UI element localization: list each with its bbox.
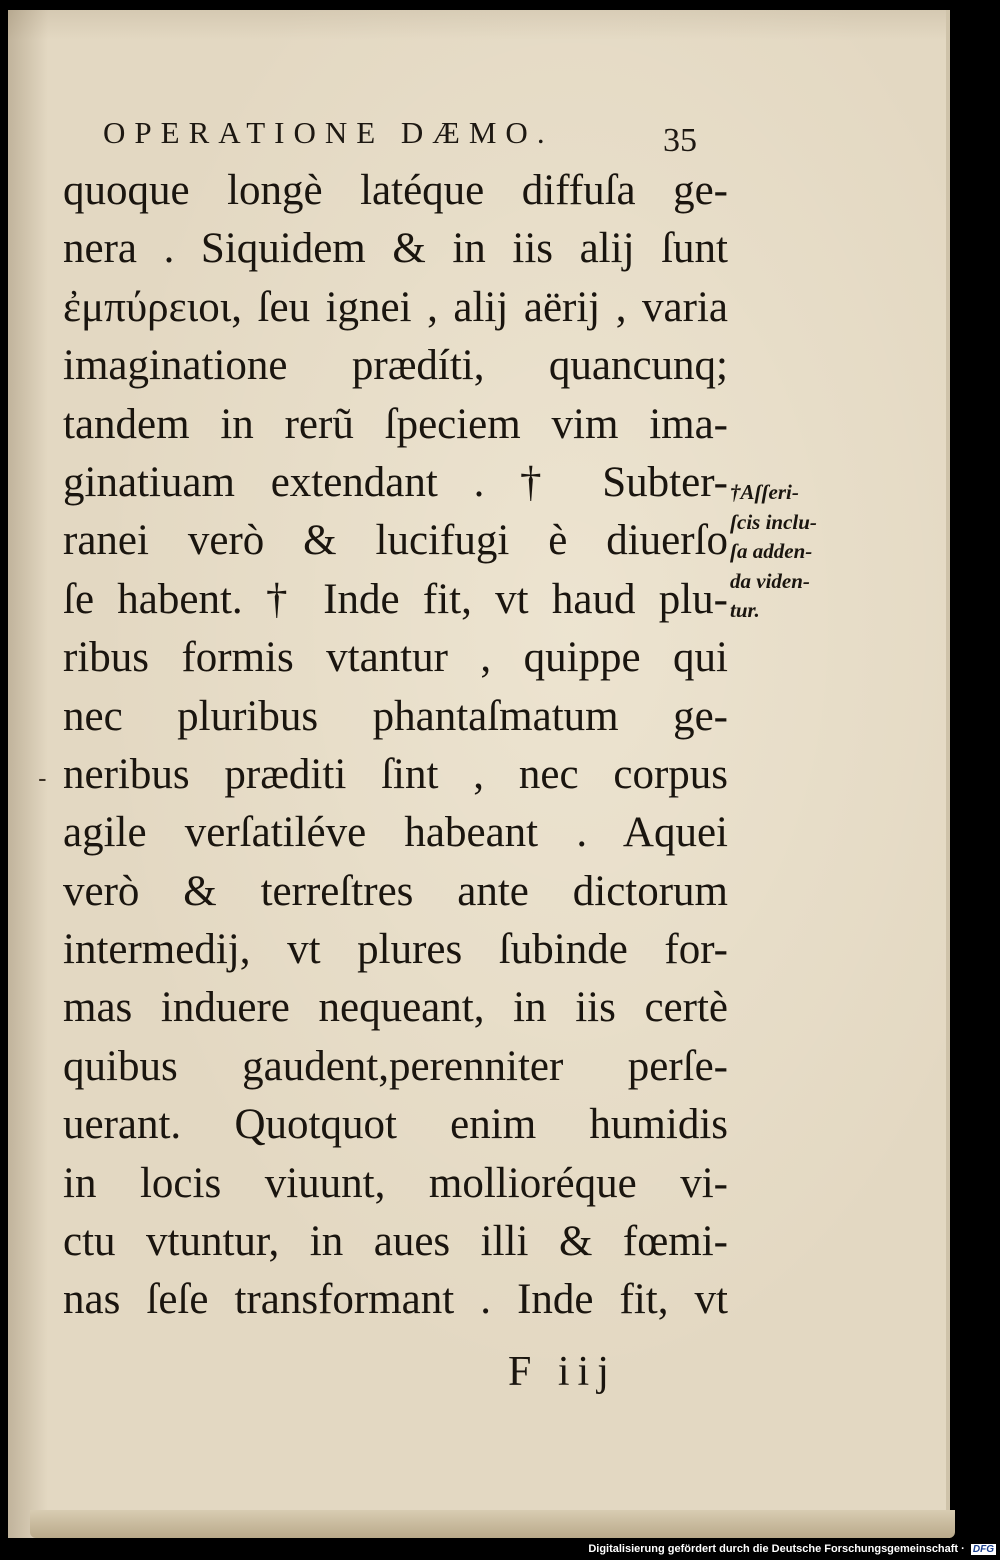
book-page (8, 10, 950, 1538)
text-line: neribus præditi ſint , nec corpus (63, 750, 728, 798)
main-text-block (63, 162, 728, 1330)
text-line: tandem in rerũ ſpeciem vim ima- (63, 400, 728, 448)
credit-text: Digitalisierung gefördert durch die Deutsche Forschungsgemeinschaft · (588, 1543, 965, 1555)
text-line: mas induere nequeant, in iis certè (63, 984, 728, 1032)
text-line: imaginatione prædíti, quancunq; (63, 342, 728, 390)
text-line: intermedij, vt plures ſubinde for- (63, 926, 728, 974)
text-line: ranei verò & lucifugi è diuerſo (63, 517, 728, 565)
marginal-note-line: da viden- (730, 568, 810, 593)
text-line: ctu vtuntur, in aues illi & fœmi- (63, 1218, 728, 1266)
text-line: verò & terreſtres ante dictorum (63, 867, 728, 915)
text-line: ſe habent. † Inde fit, vt haud plu- (63, 575, 728, 623)
page-number: 35 (663, 122, 697, 159)
text-line: agile verſatiléve habeant . Aquei (63, 809, 728, 857)
text-line: uerant. Quotquot enim humidis (63, 1101, 728, 1149)
marginal-note-line: ſcis inclu- (730, 509, 817, 534)
text-line: nera . Siquidem & in iis alij ſunt (63, 225, 728, 273)
page-edge (30, 1510, 955, 1538)
text-line: nas ſeſe transformant . Inde fit, vt (63, 1276, 728, 1324)
text-line: ginatiuam extendant . † Subter- (63, 458, 728, 506)
marginal-note (730, 478, 870, 626)
signature-mark: F iij (508, 1349, 617, 1395)
text-line: quibus gaudent,perenniter perſe- (63, 1042, 728, 1090)
margin-mark: - (38, 763, 47, 793)
text-line: in locis viuunt, mollioréque vi- (63, 1159, 728, 1207)
dfg-logo: DFG (972, 1543, 994, 1555)
marginal-note-line: tur. (730, 598, 760, 622)
text-line: ἐμπύρειοι, ſeu ignei , alij aërij , varia (63, 283, 728, 331)
text-line: nec pluribus phantaſmatum ge- (63, 692, 728, 740)
marginal-note-line: †Aſſeri- (730, 480, 799, 504)
running-head: OPERATIONE DÆMO. (103, 115, 554, 150)
text-line: quoque longè latéque diffuſa ge- (63, 167, 728, 214)
digitization-credit (588, 1543, 996, 1555)
marginal-note-line: ſa adden- (730, 539, 813, 563)
text-line: ribus formis vtantur , quippe qui (63, 634, 728, 682)
